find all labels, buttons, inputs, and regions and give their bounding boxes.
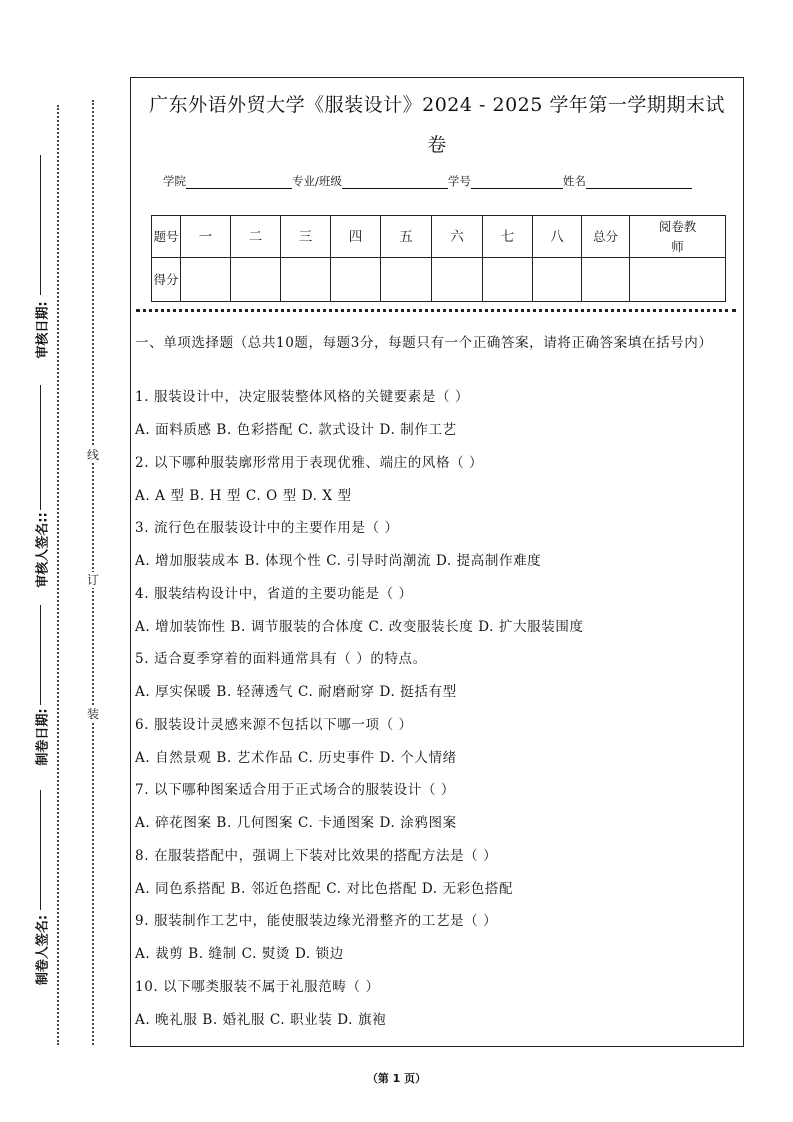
reviewer-signature-line [40,385,41,510]
score-table-header-row [152,216,726,258]
page-number: （第 1 页） [366,1072,427,1085]
question-1: 1. 服装设计中，决定服装整体风格的关键要素是（ ） [135,389,470,405]
score-cell-grader[interactable] [630,258,726,302]
question-5-options: A. 厚实保暖 B. 轻薄透气 C. 耐磨耐穿 D. 挺括有型 [135,684,457,700]
score-table-score-row [152,258,726,302]
compiler-signature-text: 制卷人签名: [35,914,51,986]
score-table [151,215,726,302]
exam-title-line2: 卷 [427,134,447,156]
question-1-options: A. 面料质感 B. 色彩搭配 C. 款式设计 D. 制作工艺 [135,422,457,438]
question-9-options: A. 裁剪 B. 缝制 C. 熨烫 D. 锁边 [135,946,344,962]
score-cell-1[interactable] [181,258,231,302]
review-date-text: 审核日期: [35,301,51,359]
compile-date-text: 制卷日期: [35,708,51,766]
col-4: 四 [331,216,381,258]
question-3-options: A. 增加服装成本 B. 体现个性 C. 引导时尚潮流 D. 提高制作难度 [135,553,542,569]
question-7: 7. 以下哪种图案适合用于正式场合的服装设计（ ） [135,782,455,798]
student-info-row [163,171,723,189]
col-2: 二 [231,216,281,258]
college-field[interactable] [186,174,292,189]
compile-date-line [40,605,41,705]
score-cell-5[interactable] [381,258,432,302]
section1-heading: 一、单项选择题（总共10题，每题3分，每题只有一个正确答案，请将正确答案填在括号内） [135,335,713,351]
score-cell-6[interactable] [432,258,483,302]
cut-mark-order: 订 [86,573,99,587]
question-8: 8. 在服装搭配中，强调上下装对比效果的搭配方法是（ ） [135,847,498,864]
col-7: 七 [483,216,533,258]
score-cell-3[interactable] [281,258,331,302]
college-label: 学院 [163,174,186,188]
question-10: 10. 以下哪类服装不属于礼服范畴（ ） [135,978,380,995]
question-8-options: A. 同色系搭配 B. 邻近色搭配 C. 对比色搭配 D. 无彩色搭配 [135,880,514,897]
question-6: 6. 服装设计灵感来源不包括以下哪一项（ ） [135,716,413,733]
student-id-label: 学号 [447,174,471,188]
review-date-line [40,155,41,295]
student-id-field[interactable] [471,174,563,189]
question-7-options: A. 碎花图案 B. 几何图案 C. 卡通图案 D. 涂鸦图案 [135,815,457,831]
question-6-options: A. 自然景观 B. 艺术作品 C. 历史事件 D. 个人情绪 [135,749,457,766]
name-field[interactable] [586,174,692,189]
score-label: 得分 [152,258,181,302]
question-2: 2. 以下哪种服装廓形常用于表现优雅、端庄的风格（ ） [135,454,484,471]
question-4-options: A. 增加装饰性 B. 调节服装的合体度 C. 改变服装长度 D. 扩大服装围度 [135,618,584,635]
col-total: 总分 [582,216,630,258]
question-3: 3. 流行色在服装设计中的主要作用是（ ） [135,520,399,536]
col-3: 三 [281,216,331,258]
binding-dotted-line-outer [57,105,59,1045]
question-5: 5. 适合夏季穿着的面料通常具有（ ）的特点。 [135,651,427,667]
major-class-field[interactable] [342,174,448,189]
question-2-options: A. A 型 B. H 型 C. O 型 D. X 型 [135,487,352,504]
col-5: 五 [381,216,432,258]
col-grader: 阅卷教师 [630,216,726,258]
question-number-label: 题号 [152,216,181,258]
major-class-label: 专业/班级 [292,174,342,188]
score-cell-2[interactable] [231,258,281,302]
question-10-options: A. 晚礼服 B. 婚礼服 C. 职业装 D. 旗袍 [135,1011,387,1028]
col-8: 八 [533,216,582,258]
compiler-signature-line [40,790,41,910]
cut-mark-line: 线 [86,448,99,462]
col-1: 一 [181,216,231,258]
name-label: 姓名 [562,174,586,188]
dotted-separator [136,309,736,312]
score-cell-4[interactable] [331,258,381,302]
question-4: 4. 服装结构设计中，省道的主要功能是（ ） [135,585,413,602]
score-cell-8[interactable] [533,258,582,302]
col-6: 六 [432,216,483,258]
exam-title-line1: 广东外语外贸大学《服装设计》2024 - 2025 学年第一学期期末试 [149,94,725,116]
score-cell-7[interactable] [483,258,533,302]
reviewer-signature-text: 审核人签名:: [35,512,51,588]
cut-mark-bind: 装 [86,707,99,721]
score-cell-total[interactable] [582,258,630,302]
question-9: 9. 服装制作工艺中，能使服装边缘光滑整齐的工艺是（ ） [135,913,498,929]
